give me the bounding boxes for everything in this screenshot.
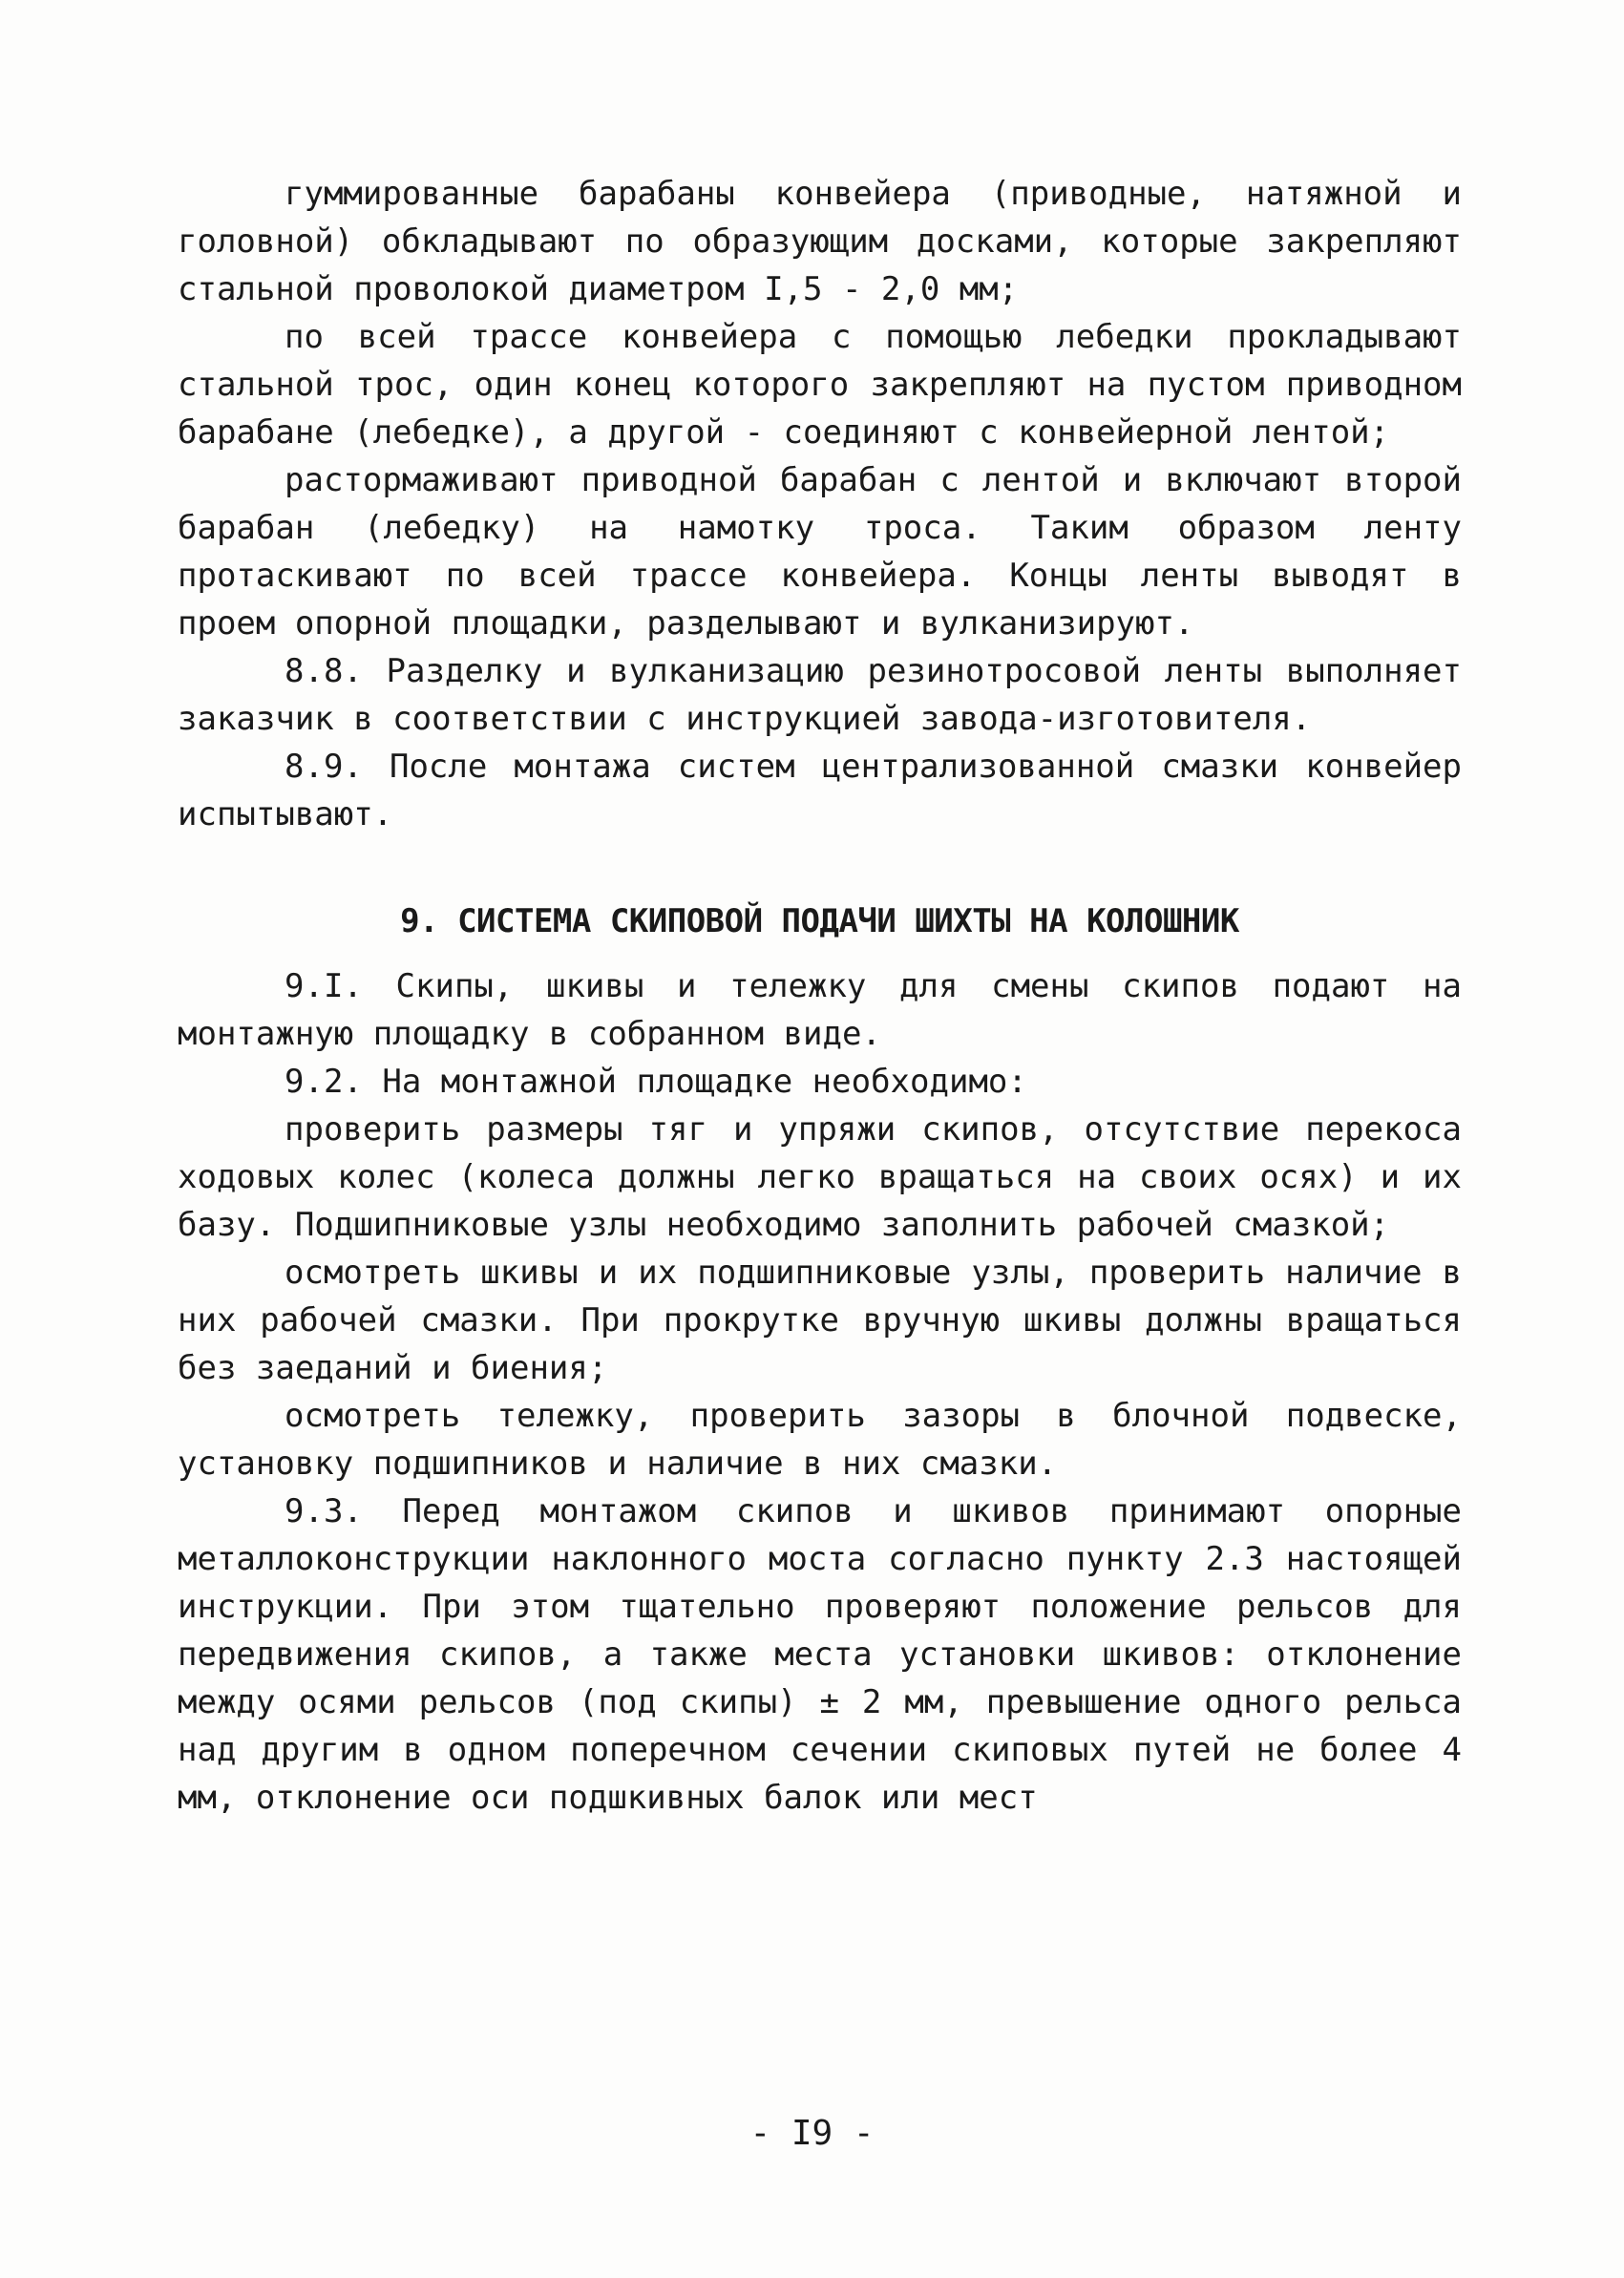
paragraph-inspect-trolley: осмотреть тележку, проверить зазоры в блочной подвеске, установку подшипников и наличие в них смазки. xyxy=(178,1397,1462,1483)
body-text xyxy=(178,170,1462,1822)
paragraph-8-9: 8.9. После монтажа систем централизованной смазки конвейер испытывают. xyxy=(178,748,1462,833)
page-number: - I9 - xyxy=(749,2114,875,2153)
paragraph-inspect-pulleys: осмотреть шкивы и их подшипниковые узлы, проверить наличие в них рабочей смазки. При прокрутке вручную шкивы должны вращаться без заеданий и биения; xyxy=(178,1254,1462,1387)
paragraph-check-rods: проверить размеры тяг и упряжи скипов, отсутствие перекоса ходовых колес (колеса должны легко вращаться на своих осях) и их базу. Подшипниковые узлы необходимо заполнить рабочей смазкой; xyxy=(178,1110,1462,1244)
section-title: 9. СИСТЕМА СКИПОВОЙ ПОДАЧИ ШИХТЫ НА КОЛОШНИК xyxy=(400,902,1239,940)
paragraph-9-1: 9.I. Скипы, шкивы и тележку для смены скипов подают на монтажную площадку в собранном виде. xyxy=(178,967,1462,1053)
paragraph-9-2: 9.2. На монтажной площадке необходимо: xyxy=(285,1063,1027,1101)
paragraph-drum-release: растормаживают приводной барабан с лентой и включают второй барабан (лебедку) на намотку троса. Таким образом ленту протаскивают по всей трассе конвейера. Концы ленты выводят в проем опорной площадки, разделывают и вулканизируют. xyxy=(178,461,1462,643)
paragraph-8-8: 8.8. Разделку и вулканизацию резинотросовой ленты выполняет заказчик в соответствии с инструкцией завода-изготовителя. xyxy=(178,652,1462,738)
paragraph-steel-rope: по всей трассе конвейера с помощью лебедки прокладывают стальной трос, один конец которого закрепляют на пустом приводном барабане (лебедке), а другой - соединяют с конвейерной лентой; xyxy=(178,318,1462,452)
paragraph-drums-lining: гуммированные барабаны конвейера (приводные, натяжной и головной) обкладывают по образующим досками, которые закрепляют стальной проволокой диаметром I,5 - 2,0 мм; xyxy=(178,175,1462,308)
paragraph-9-3: 9.3. Перед монтажом скипов и шкивов принимают опорные металлоконструкции наклонного моста согласно пункту 2.3 настоящей инструкции. При этом тщательно проверяют положение рельсов для передвижения скипов, а также места установки шкивов: отклонение между осями рельсов (под скипы) ± 2 мм, превышение одного рельса над другим в одном поперечном сечении скиповых путей не более 4 мм, отклонение оси подшкивных балок или мест xyxy=(178,1492,1462,1817)
